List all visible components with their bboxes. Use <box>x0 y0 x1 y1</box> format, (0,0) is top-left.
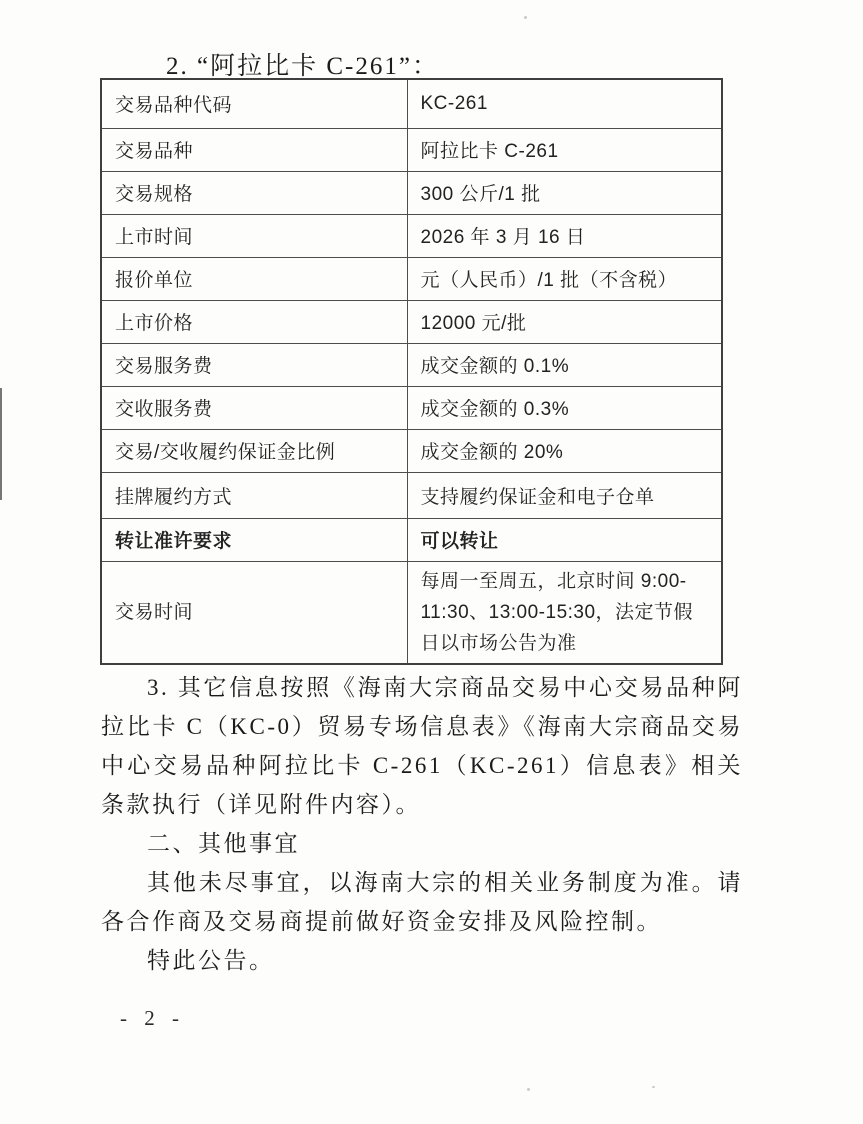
row-label: 交易服务费 <box>101 343 407 386</box>
scan-speck <box>524 16 527 19</box>
table-row <box>101 561 722 664</box>
table-row <box>101 300 722 343</box>
paragraph-section-heading: 二、其他事宜 <box>147 831 300 856</box>
row-value: 12000 元/批 <box>407 300 722 343</box>
row-label: 上市时间 <box>101 214 407 257</box>
table-row <box>101 429 722 472</box>
paragraph-other-info: 3. 其它信息按照《海南大宗商品交易中心交易品种阿拉比卡 C（KC-0）贸易专场信息表》《海南大宗商品交易中心交易品种阿拉比卡 C-261（KC-261）信息表》相关条款执行（详见附件内容）。 <box>101 675 743 817</box>
product-spec-table <box>100 78 723 665</box>
table-row <box>101 518 722 561</box>
scan-speck <box>527 1088 530 1091</box>
row-value: 支持履约保证金和电子仓单 <box>407 472 722 518</box>
table-row <box>101 128 722 171</box>
body-text <box>101 668 743 980</box>
scan-artifact-left-edge <box>0 388 2 500</box>
table-row <box>101 343 722 386</box>
row-value: KC-261 <box>407 79 722 128</box>
row-label: 挂牌履约方式 <box>101 472 407 518</box>
row-value: 成交金额的 0.3% <box>407 386 722 429</box>
page-number: - 2 - <box>120 1006 185 1030</box>
row-label: 上市价格 <box>101 300 407 343</box>
row-value: 300 公斤/1 批 <box>407 171 722 214</box>
row-value: 阿拉比卡 C-261 <box>407 128 722 171</box>
row-value: 成交金额的 20% <box>407 429 722 472</box>
section-title: 2. “阿拉比卡 C-261”： <box>166 53 439 80</box>
row-label: 交易品种 <box>101 128 407 171</box>
scan-speck <box>652 1086 655 1088</box>
table-row <box>101 171 722 214</box>
row-value: 成交金额的 0.1% <box>407 343 722 386</box>
row-label: 交易/交收履约保证金比例 <box>101 429 407 472</box>
paragraph-announcement: 特此公告。 <box>147 948 275 973</box>
row-label: 交易时间 <box>101 561 407 664</box>
row-value: 元（人民币）/1 批（不含税） <box>407 257 722 300</box>
table-row <box>101 386 722 429</box>
row-label: 交易品种代码 <box>101 79 407 128</box>
row-label: 交易规格 <box>101 171 407 214</box>
table-row <box>101 214 722 257</box>
paragraph-other-matters: 其他未尽事宜，以海南大宗的相关业务制度为准。请各合作商及交易商提前做好资金安排及风险控制。 <box>101 870 743 934</box>
row-value: 每周一至周五，北京时间 9:00-11:30、13:00-15:30，法定节假日以市场公告为准 <box>407 561 722 664</box>
table-row <box>101 257 722 300</box>
row-label: 交收服务费 <box>101 386 407 429</box>
row-value: 2026 年 3 月 16 日 <box>407 214 722 257</box>
row-value: 可以转让 <box>407 518 722 561</box>
table-row <box>101 79 722 128</box>
row-label: 报价单位 <box>101 257 407 300</box>
table-row <box>101 472 722 518</box>
row-label: 转让准许要求 <box>101 518 407 561</box>
